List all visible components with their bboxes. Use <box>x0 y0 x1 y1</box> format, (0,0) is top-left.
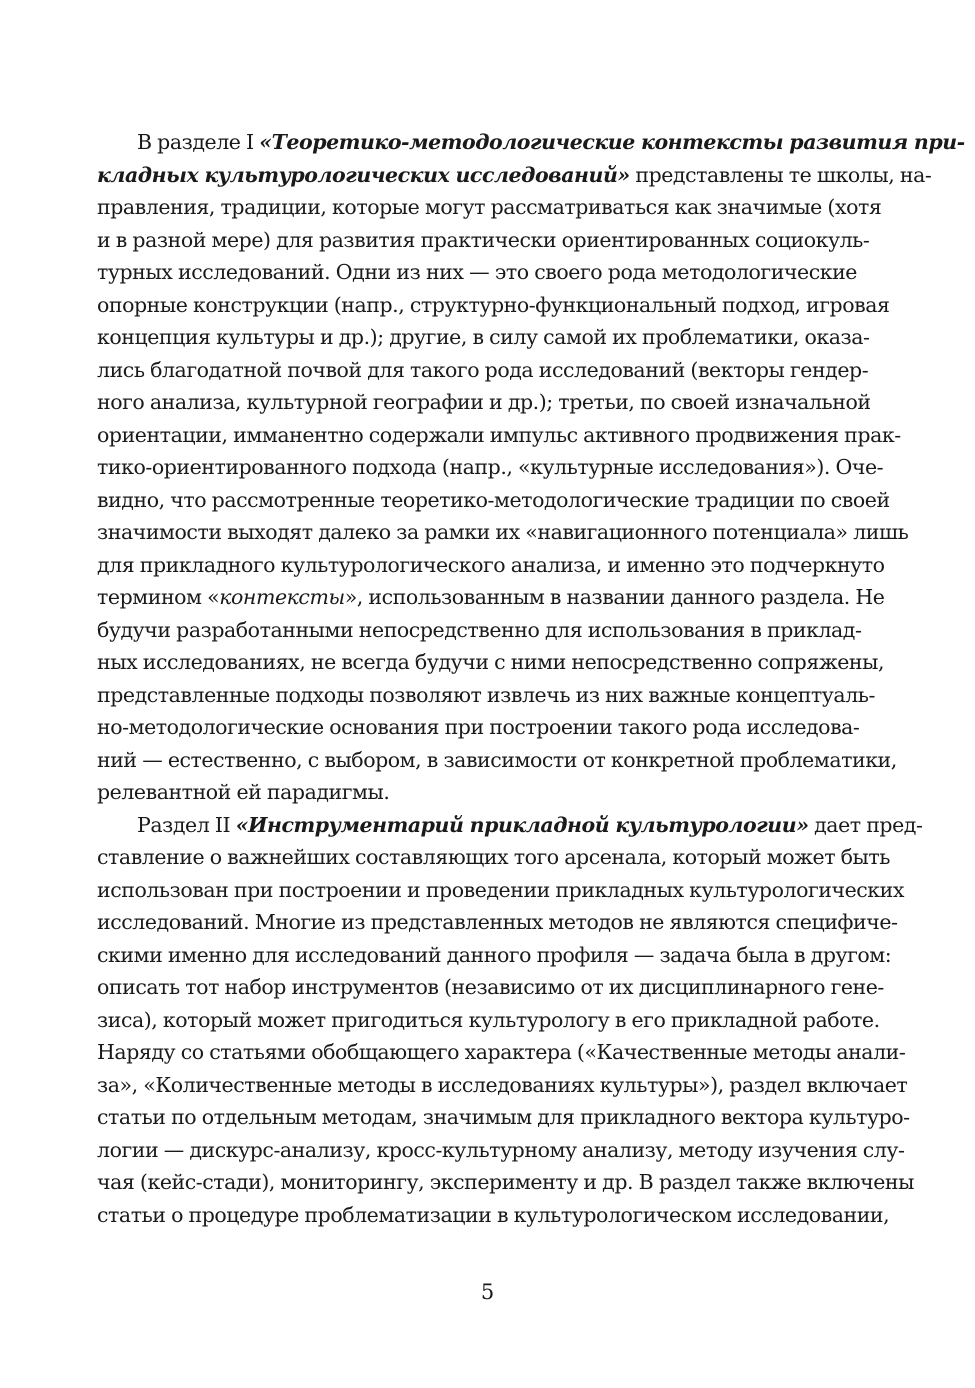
text-line <box>97 516 909 549</box>
text-run: дает пред- <box>808 812 923 837</box>
text-line <box>97 679 875 712</box>
text-run: видно, что рассмотренные теоретико-методологические традиции по своей <box>97 487 890 512</box>
text-run: термином « <box>97 585 220 609</box>
text-line <box>97 1004 880 1037</box>
text-line <box>97 939 892 972</box>
text-run: релевантной ей парадигмы. <box>97 780 390 804</box>
text-run: будучи разработанными непосредственно для использования в приклад- <box>97 617 862 642</box>
text-run: статьи о процедуре проблематизации в культурологическом исследовании, <box>97 1202 890 1227</box>
paragraph <box>97 126 965 809</box>
text-run: за», «Количественные методы в исследованиях культуры»), раздел включает <box>97 1072 908 1097</box>
text-line <box>97 971 884 1004</box>
text-run: турных исследований. Одни из них — это своего рода методологические <box>97 260 857 284</box>
text-line <box>97 159 932 192</box>
text-run: представлены те школы, на- <box>629 162 932 187</box>
text-run: концепция культуры и др.); другие, в силу самой их проблематики, оказа- <box>97 325 870 349</box>
text-run: правления, традиции, которые могут рассматриваться как значимые (хотя <box>97 195 882 219</box>
text-line <box>97 614 862 647</box>
body-text <box>97 126 965 1231</box>
text-line <box>97 776 857 809</box>
text-run: зиса), который может пригодиться культурологу в его прикладной работе. <box>97 1007 880 1032</box>
text-line <box>97 224 870 257</box>
text-run: для прикладного культурологического анализа, и именно это подчеркнуто <box>97 552 885 577</box>
text-line <box>97 451 884 484</box>
text-line <box>97 191 882 224</box>
text-run: ний — естественно, с выбором, в зависимости от конкретной проблематики, <box>97 747 897 772</box>
page-number: 5 <box>480 1280 495 1304</box>
text-run: ставление о важнейших составляющих того арсенала, который может быть <box>97 845 891 869</box>
text-run: Раздел II <box>137 812 236 837</box>
text-run: статьи по отдельным методам, значимым для прикладного вектора культуро- <box>97 1105 910 1129</box>
text-run: ных исследованиях, не всегда будучи с ними непосредственно сопряжены, <box>97 650 885 674</box>
text-run: исследований. Многие из представленных методов не являются специфиче- <box>97 910 898 934</box>
text-line <box>97 711 860 744</box>
text-line <box>97 289 890 322</box>
text-run: Наряду со статьями обобщающего характера («Качественные методы анали- <box>97 1040 906 1064</box>
text-line <box>97 841 891 874</box>
text-line <box>97 126 965 159</box>
text-run: и в разной мере) для развития практически ориентированных социокуль- <box>97 227 870 252</box>
text-line <box>97 874 904 907</box>
text-line <box>97 1069 908 1102</box>
text-run: чая (кейс-стади), мониторингу, эксперименту и др. В раздел также включены <box>97 1170 914 1194</box>
text-line <box>97 744 897 777</box>
text-line <box>97 1166 914 1199</box>
text-line <box>97 419 901 452</box>
text-line <box>97 1036 906 1069</box>
text-run: но-методологические основания при построении такого рода исследова- <box>97 715 860 739</box>
text-run: лись благодатной почвой для такого рода исследований (векторы гендер- <box>97 357 869 382</box>
text-run: использован при построении и проведении прикладных культурологических <box>97 877 904 902</box>
text-line <box>97 386 871 419</box>
text-line <box>97 646 885 679</box>
emphasized-title: кладных культурологических исследований» <box>97 162 630 187</box>
text-run: скими именно для исследований данного профиля — задача была в другом: <box>97 942 892 967</box>
text-line <box>97 484 890 517</box>
text-run: описать тот набор инструментов (независимо от их дисциплинарного гене- <box>97 975 884 999</box>
text-line <box>97 1199 890 1232</box>
text-run: представленные подходы позволяют извлечь из них важные концептуаль- <box>97 682 875 707</box>
text-run: опорные конструкции (напр., структурно-функциональный подход, игровая <box>97 292 890 317</box>
text-line <box>97 321 870 354</box>
text-line <box>97 354 869 387</box>
text-line <box>97 809 923 842</box>
text-run: тико-ориентированного подхода (напр., «культурные исследования»). Оче- <box>97 455 884 479</box>
text-line <box>97 581 885 614</box>
text-run: ного анализа, культурной географии и др.); третьи, по своей изначальной <box>97 390 871 414</box>
text-line <box>97 549 885 582</box>
text-run: ориентации, имманентно содержали импульс активного продвижения прак- <box>97 422 901 447</box>
text-line <box>97 1134 905 1167</box>
text-run: значимости выходят далеко за рамки их «навигационного потенциала» лишь <box>97 520 909 544</box>
text-run: логии — дискурс-анализу, кросс-культурному анализу, методу изучения слу- <box>97 1137 905 1162</box>
text-line <box>97 906 898 939</box>
text-line <box>97 256 857 289</box>
text-line <box>97 1101 910 1134</box>
text-run: В разделе I <box>137 130 260 154</box>
emphasized-title: «Теоретико-методологические контексты развития при- <box>259 130 965 154</box>
emphasized-title: «Инструментарий прикладной культурологии» <box>235 812 809 837</box>
paragraph <box>97 809 923 1232</box>
text-run: », использованным в названии данного раздела. Не <box>344 585 885 609</box>
italic-term: контексты <box>219 585 345 609</box>
